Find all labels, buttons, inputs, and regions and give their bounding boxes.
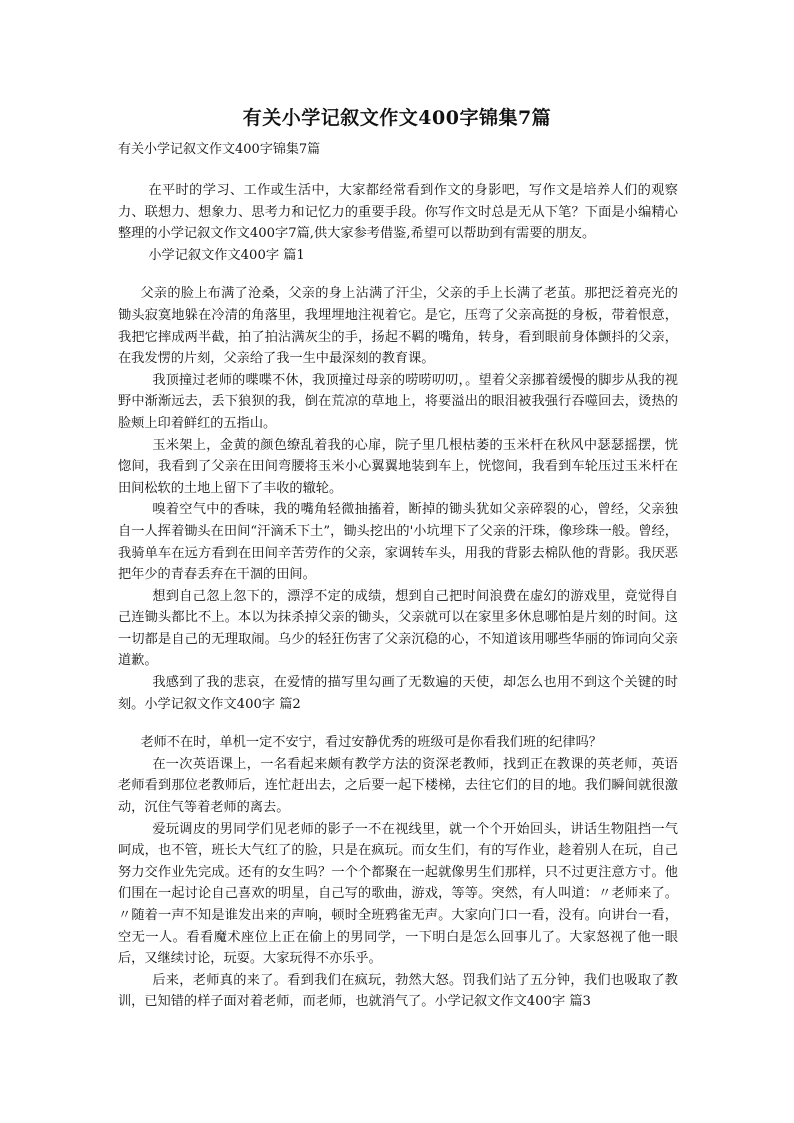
article2-paragraph-2: 在一次英语课上，一名看起来颇有教学方法的资深老教师，找到正在教课的英老师，英语老师看到那位老教师后，连忙赶出去，之后要一起下楼梯，去往它们的目的地。我们瞬间就很激动，沉住气等着老师的离去。 [118, 756, 678, 816]
article2-paragraph-3: 爱玩调皮的男同学们见老师的影子一不在视线里，就一个个开始回头，讲话生物阻挡一气呵成，也不管，班长大气红了的脸，只是在疯玩。而女生们，有的写作业，趁着别人在玩，自己努力交作业先完成。还有的女生吗？一个个都聚在一起就像男生们那样，只不过更注意方寸。他们围在一起讨论自己喜欢的明星，自己写的歌曲，游戏，等等。突然，有人叫道：〃老师来了。〃随着一声不知是谁发出来的声响，顿时全班鸦雀无声。大家向门口一看，没有。向讲台一看，空无一人。看看魔术座位上正在偷上的男同学，一下明白是怎么回事儿了。大家怒视了他一眼后，又继续讨论，玩耍。大家玩得不亦乐乎。 [118, 821, 678, 967]
article1-paragraph-2: 我顶撞过老师的喋喋不休，我顶撞过母亲的唠唠叨叨，。望着父亲挪着缓慢的脚步从我的视野中渐渐远去，丢下狼狈的我，倒在荒凉的草地上，将要溢出的眼泪被我强行吞噬回去，烫热的脸颊上印着鲜红的五指山。 [118, 372, 678, 431]
article1-paragraph-1: 父亲的脸上布满了沧桑，父亲的身上沾满了汗尘，父亲的手上长满了老茧。那把泛着亮光的锄头寂寞地躲在冷清的角落里，我埋埋地注视着它。是它，压弯了父亲高挺的身板，带着恨意，我把它摔成两半截，拍了拍沾满灰尘的手，扬起不羁的嘴角，转身，看到眼前身体颤抖的父亲，在我发愣的片刻，父亲给了我一生中最深刻的教育课。 [118, 286, 678, 367]
document-subtitle: 有关小学记叙文作文400字锦集7篇 [118, 142, 321, 157]
article1-paragraph-6: 我感到了我的悲哀，在爱情的描写里勾画了无数遍的天使，却怎么也用不到这个关键的时刻。小学记叙文作文400字 篇2 [118, 675, 678, 712]
document-body [118, 180, 678, 1013]
article1-paragraph-3: 玉米架上，金黄的颜色缭乱着我的心扉，院子里几根枯萎的玉米杆在秋风中瑟瑟摇摆，恍惚间，我看到了父亲在田间弯腰将玉米小心翼翼地装到车上，恍惚间，我看到车轮压过玉米杆在田间松软的土地上留下了丰收的辙轮。 [118, 437, 678, 496]
article1-paragraph-4: 嗅着空气中的香味，我的嘴角轻微抽搐着，断掉的锄头犹如父亲碎裂的心，曾经，父亲独自一人挥着锄头在田间“汗滴禾下土”，锄头挖出的'小坑埋下了父亲的汗珠，像珍珠一般。曾经，我骑单车在远方看到在田间辛苦劳作的父亲，家调转车头，用我的背影去棉队他的背影。我厌恶把年少的青春丢弃在干涸的田间。 [118, 502, 678, 583]
article2-paragraph-4: 后来，老师真的来了。看到我们在疯玩，勃然大怒。罚我们站了五分钟，我们也吸取了教训，已知错的样子面对着老师，而老师，也就消气了。小学记叙文作文400字 篇3 [118, 972, 678, 1010]
article1-paragraph-5: 想到自己忽上忽下的，漂浮不定的成绩，想到自己把时间浪费在虚幻的游戏里，竟觉得自己连锄头都比不上。本以为抹杀掉父亲的锄头，父亲就可以在家里多休息哪怕是片刻的时间。这一切都是自己的无理取闹。乌少的轻狂伤害了父亲沉稳的心，不知道该用哪些华丽的饰词向父亲道歉。 [118, 588, 678, 669]
article2-paragraph-1: 老师不在时，单机一定不安宁，看过安静优秀的班级可是你看我们班的纪律吗？ [140, 735, 602, 751]
section-heading-1: 小学记叙文作文400字 篇1 [148, 247, 305, 263]
document-title: 有关小学记叙文作文400字锦集7篇 [242, 107, 552, 129]
intro-paragraph: 在平时的学习、工作或生活中，大家都经常看到作文的身影吧，写作文是培养人们的观察力、联想力、想象力、思考力和记忆力的重要手段。你写作文时总是无从下笔？下面是小编精心整理的小学记叙文作文400字7篇,供大家参考借鉴,希望可以帮助到有需要的朋友。 [118, 183, 678, 242]
